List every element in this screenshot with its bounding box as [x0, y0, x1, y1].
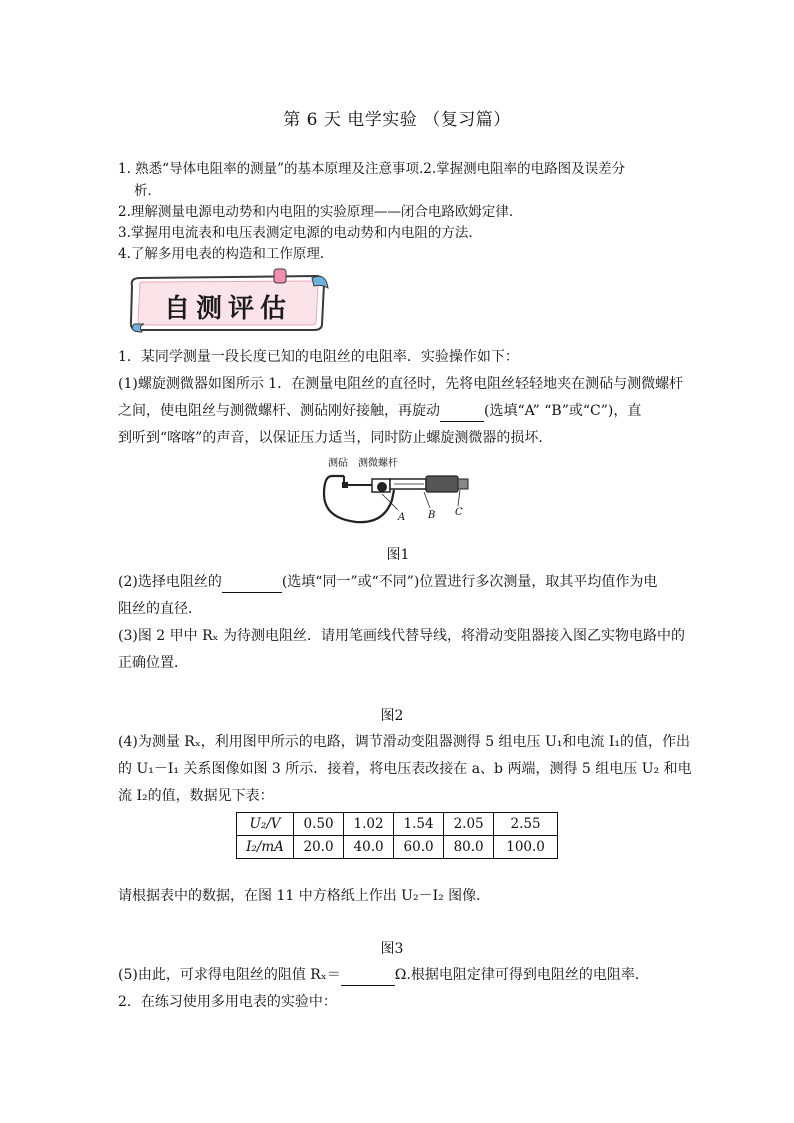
- q1-p2-line2: 阻丝的直径．: [118, 601, 202, 617]
- q1-p5: [118, 964, 649, 986]
- label-c: C: [455, 507, 463, 518]
- answer-blank-3[interactable]: [341, 969, 395, 986]
- q1-p3-line1: (3)图 2 甲中 Rₓ 为待测电阻丝．请用笔画线代替导线，将滑动变阻器接入图乙实物电路中的: [118, 628, 686, 644]
- q1-p1-line2-text: 之间，使电阻丝与测微螺杆、测砧刚好接触，再旋动: [118, 403, 440, 419]
- table-row: [237, 836, 558, 859]
- label-spindle: 测微螺杆: [358, 458, 398, 469]
- figure-3-caption: 图3: [380, 941, 404, 957]
- table-cell: 100.0: [494, 836, 558, 859]
- data-table: [236, 812, 558, 859]
- table-cell: 1.02: [344, 813, 394, 836]
- q1-p4-line2: 的 U₁－I₁ 关系图像如图 3 所示．接着，将电压表改接在 a、b 两端，测得 5 组电压 U₂ 和电: [118, 761, 692, 777]
- label-a: A: [398, 512, 406, 523]
- q1-p5-end: Ω.根据电阻定律可得到电阻丝的电阻率．: [394, 967, 649, 983]
- label-anvil: 测砧: [328, 458, 348, 469]
- table-row: [237, 813, 558, 836]
- table-cell: 20.0: [294, 836, 344, 859]
- self-assessment-banner: [126, 266, 332, 336]
- objective-2: 2.理解测量电源电动势和内电阻的实验原理——闭合电路欧姆定律.: [118, 204, 514, 220]
- q1-p4-line1: (4)为测量 Rₓ，利用图甲所示的电路，调节滑动变阻器测得 5 组电压 U₁和电流 I₁的值，作出: [118, 734, 691, 750]
- table-row-header: I₂/mA: [237, 836, 294, 859]
- q1-p4-line3: 流 I₂的值，数据见下表：: [118, 788, 274, 804]
- q1-p1-line2: [118, 400, 641, 422]
- objective-4: 4.了解多用电表的构造和工作原理.: [118, 246, 325, 262]
- table-cell: 60.0: [394, 836, 444, 859]
- banner-text: 自测评估: [163, 294, 292, 324]
- q1-p3-line2: 正确位置．: [118, 655, 188, 671]
- answer-blank-2[interactable]: [222, 576, 282, 593]
- q1-p2-line1: [118, 571, 657, 593]
- q1-p1-line3: 到听到“喀喀”的声音，以保证压力适当，同时防止螺旋测微器的损坏．: [118, 430, 553, 446]
- q1-p2-end: (选填“同一”或“不同”)位置进行多次测量，取其平均值作为电: [281, 574, 658, 590]
- table-cell: 2.05: [444, 813, 494, 836]
- q1-after-table: 请根据表中的数据，在图 11 中方格纸上作出 U₂－I₂ 图像．: [118, 888, 491, 904]
- q2-intro: 2．在练习使用多用电表的实验中：: [118, 994, 337, 1010]
- answer-blank-1[interactable]: [440, 405, 484, 422]
- table-cell: 2.55: [494, 813, 558, 836]
- objective-3: 3.掌握用电流表和电压表测定电源的电动势和内电阻的方法.: [118, 225, 473, 241]
- figure-2-caption: 图2: [380, 708, 404, 724]
- objective-1-cont: 析．: [134, 183, 161, 199]
- micrometer-figure: [322, 454, 482, 534]
- q1-p1-line1: (1)螺旋测微器如图所示 1．在测量电阻丝的直径时，先将电阻丝轻轻地夹在测砧与测微螺杆: [118, 376, 684, 392]
- q1-p5-start: (5)由此，可求得电阻丝的阻值 Rₓ＝: [118, 967, 341, 983]
- table-cell: 0.50: [294, 813, 344, 836]
- table-cell: 1.54: [394, 813, 444, 836]
- page-title: 第 6 天 电学实验 （复习篇）: [283, 110, 511, 130]
- table-cell: 40.0: [344, 836, 394, 859]
- table-cell: 80.0: [444, 836, 494, 859]
- table-row-header: U₂/V: [237, 813, 294, 836]
- q1-intro: 1．某同学测量一段长度已知的电阻丝的电阻率．实验操作如下：: [118, 349, 519, 365]
- objective-1: 1. 熟悉“导体电阻率的测量”的基本原理及注意事项.2.掌握测电阻率的电路图及误差分: [118, 161, 626, 177]
- figure-1-caption: 图1: [386, 547, 410, 563]
- label-b: B: [428, 510, 436, 521]
- q1-p2-start: (2)选择电阻丝的: [118, 574, 222, 590]
- q1-p1-line2-end: (选填“A” “B”或“C”)，直: [484, 403, 642, 419]
